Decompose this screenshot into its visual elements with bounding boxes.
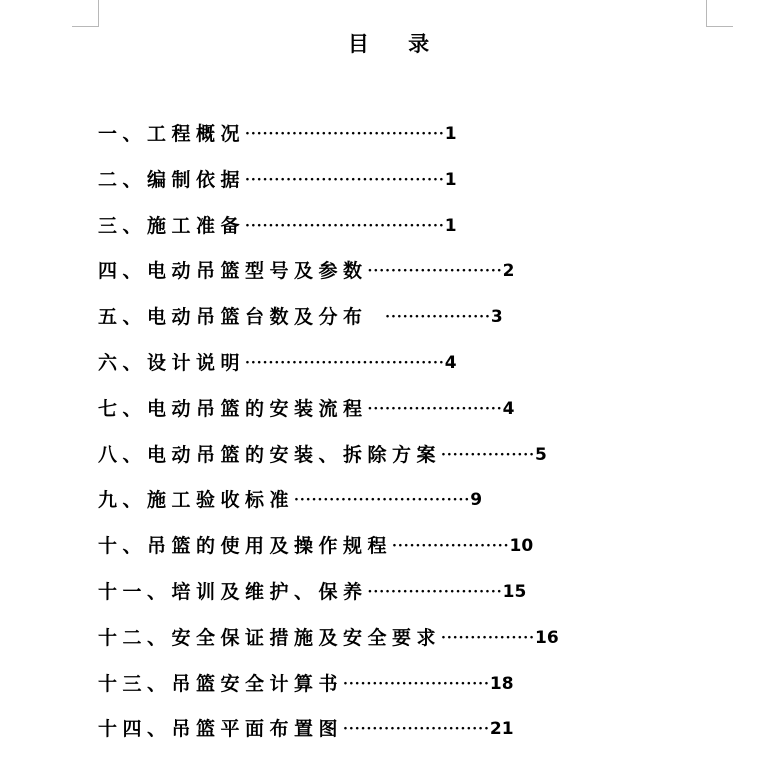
- toc-entry-title: 十四、吊篮平面布置图: [98, 718, 344, 741]
- toc-entry-title: 八、电动吊篮的安装、拆除方案: [98, 443, 442, 466]
- toc-entry-page: 2: [502, 261, 515, 282]
- toc-entry: [98, 122, 658, 168]
- toc-entry-leader: ······························: [294, 492, 471, 509]
- toc-entry-page: 1: [444, 215, 457, 236]
- toc-entry-leader: ··································: [245, 354, 445, 371]
- toc-entry-leader: ·······················: [367, 400, 503, 417]
- toc-entry: [98, 717, 658, 763]
- toc-entry-page: 5: [535, 444, 547, 465]
- toc-entry: [98, 397, 658, 443]
- toc-entry-leader: ·························: [343, 675, 490, 692]
- toc-entry: [98, 580, 658, 626]
- toc-entry-title: 五、电动吊篮台数及分布: [98, 306, 368, 329]
- toc-entry: [98, 214, 658, 260]
- toc-entry-title: 一、工程概况: [98, 123, 246, 145]
- toc-entry-leader: ·························: [343, 721, 490, 738]
- toc-entry: [98, 443, 658, 489]
- toc-entry-page: 18: [489, 673, 514, 694]
- toc-entry-leader: ·······················: [367, 263, 503, 280]
- toc-entry-leader: ··································: [245, 217, 445, 234]
- table-of-contents: [98, 122, 658, 763]
- toc-entry-leader: ················: [441, 446, 535, 463]
- toc-entry-title: 十、吊篮的使用及操作规程: [98, 535, 393, 558]
- page-corner-mark-left: [72, 0, 99, 27]
- page-corner-mark-right: [706, 0, 733, 27]
- toc-entry-title: 九、施工验收标准: [98, 489, 295, 512]
- toc-entry-title: 十二、安全保证措施及安全要求: [98, 626, 442, 649]
- toc-entry-title: 二、编制依据: [98, 168, 246, 191]
- toc-entry: [98, 259, 658, 305]
- toc-entry-page: 1: [444, 169, 457, 190]
- toc-entry-page: 16: [535, 627, 559, 648]
- toc-entry-title: 十三、吊篮安全计算书: [98, 672, 344, 695]
- toc-entry-leader: ··················: [367, 309, 491, 326]
- toc-entry-page: 4: [502, 398, 515, 419]
- toc-entry-leader: ·······················: [367, 583, 503, 600]
- toc-entry-leader: ··································: [245, 126, 445, 142]
- toc-entry-title: 七、电动吊篮的安装流程: [98, 397, 368, 420]
- toc-entry-leader: ····················: [392, 538, 510, 555]
- toc-entry-leader: ··································: [245, 171, 445, 188]
- toc-entry: [98, 626, 658, 672]
- toc-entry-page: 15: [502, 581, 527, 602]
- toc-entry-page: 9: [470, 490, 483, 511]
- toc-entry-page: 10: [509, 536, 534, 557]
- toc-entry: [98, 305, 658, 351]
- toc-heading: 目 录: [347, 31, 446, 56]
- toc-entry: [98, 488, 658, 534]
- toc-entry-page: 21: [489, 719, 514, 740]
- toc-entry-title: 三、施工准备: [98, 214, 246, 237]
- toc-entry-title: 四、电动吊篮型号及参数: [98, 260, 368, 283]
- toc-entry-title: 十一、培训及维护、保养: [98, 580, 368, 603]
- toc-entry: [98, 534, 658, 580]
- toc-entry-leader: ················: [441, 629, 535, 646]
- toc-entry: [98, 351, 658, 397]
- toc-entry-page: 3: [490, 307, 503, 328]
- toc-entry-page: 4: [444, 352, 457, 373]
- toc-entry-title: 六、设计说明: [98, 351, 246, 374]
- toc-entry: [98, 168, 658, 214]
- toc-entry-page: 1: [444, 124, 457, 144]
- toc-entry: [98, 672, 658, 718]
